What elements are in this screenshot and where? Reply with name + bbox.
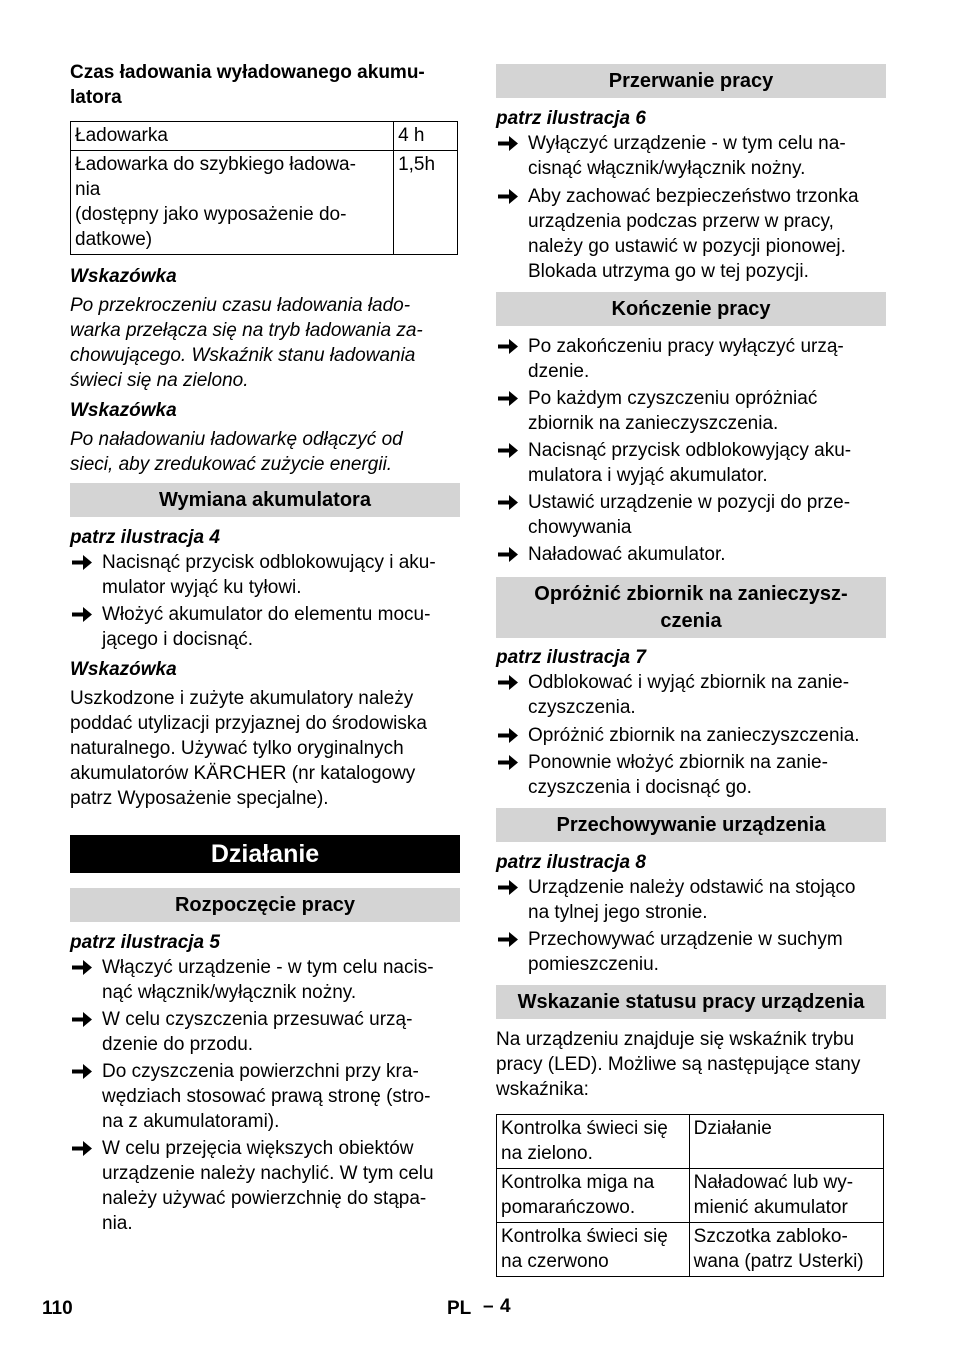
illustration-ref: patrz ilustracja 4 xyxy=(70,527,220,548)
list-item: Ponownie włożyć zbiornik na zanie- czyszczenia i docisnąć go. xyxy=(496,750,886,800)
section-heading-storage: Przechowywanie urządzenia xyxy=(496,808,886,842)
right-arrow-icon xyxy=(496,490,520,515)
illustration-ref: patrz ilustracja 5 xyxy=(70,932,220,953)
section-heading-interrupt: Przerwanie pracy xyxy=(496,64,886,98)
section-heading-battery: Wymiana akumulatora xyxy=(70,483,460,517)
section-heading-finish: Kończenie pracy xyxy=(496,292,886,326)
right-arrow-icon xyxy=(70,1136,94,1161)
illustration-ref: patrz ilustracja 6 xyxy=(496,108,646,129)
right-arrow-icon xyxy=(496,334,520,359)
list-item: Odblokować i wyjąć zbiornik na zanie- czyszczenia. xyxy=(496,670,886,720)
illustration-ref: patrz ilustracja 8 xyxy=(496,852,646,873)
section-heading-start: Rozpoczęcie pracy xyxy=(70,888,460,922)
list-item: Aby zachować bezpieczeństwo trzonka urządzenia podczas przerw w pracy, należy go ustawić w pozycji pionowej. Blokada utrzyma go w tej pozycji. xyxy=(496,184,886,284)
right-arrow-icon xyxy=(496,542,520,567)
right-arrow-icon xyxy=(496,670,520,695)
list-item: Do czyszczenia powierzchni przy kra- wędziach stosować prawą stronę (stro- na z akumulatorami). xyxy=(70,1059,460,1134)
main-heading: Działanie xyxy=(70,835,460,873)
list-item: Przechowywać urządzenie w suchym pomieszczeniu. xyxy=(496,927,886,977)
right-arrow-icon xyxy=(496,875,520,900)
list-item: Ustawić urządzenie w pozycji do prze- chowywania xyxy=(496,490,886,540)
list-item: W celu czyszczenia przesuwać urzą- dzenie do przodu. xyxy=(70,1007,460,1057)
table-cell: Szczotka zabloko- wana (patrz Usterki) xyxy=(689,1223,883,1277)
section-heading-status: Wskazanie statusu pracy urządzenia xyxy=(496,985,886,1019)
right-arrow-icon xyxy=(70,550,94,575)
right-arrow-icon xyxy=(496,184,520,209)
note-label: Wskazówka xyxy=(70,400,177,421)
charge-time-title: Czas ładowania wyładowanego akumu- latora xyxy=(70,62,425,108)
charge-time-table xyxy=(70,121,458,255)
table-row xyxy=(497,1223,884,1277)
note-text: Uszkodzone i zużyte akumulatory należy poddać utylizacji przyjaznej do środowiska naturalnego. Używać tylko oryginalnych akumulatorów KÄRCHER (nr katalogowy patrz Wyposażenie specjalne). xyxy=(70,688,427,809)
right-arrow-icon xyxy=(70,1059,94,1084)
illustration-ref: patrz ilustracja 7 xyxy=(496,647,646,668)
table-cell: Działanie xyxy=(689,1115,883,1169)
status-table xyxy=(496,1114,884,1277)
list-item: Nacisnąć przycisk odblokowujący i aku- mulator wyjąć ku tyłowi. xyxy=(70,550,460,600)
list-item: W celu przejęcia większych obiektów urządzenie należy nachylić. W tym celu należy używać powierzchnię do stąpa- nia. xyxy=(70,1136,460,1236)
table-cell: Ładowarka do szybkiego ładowa- nia (dostępny jako wyposażenie do- datkowe) xyxy=(71,151,394,255)
list-item: Po każdym czyszczeniu opróżniać zbiornik na zanieczyszczenia. xyxy=(496,386,886,436)
list-item: Naładować akumulator. xyxy=(496,542,886,567)
right-arrow-icon xyxy=(496,723,520,748)
table-row xyxy=(497,1115,884,1169)
note-text: Po naładowaniu ładowarkę odłączyć od sieci, aby zredukować zużycie energii. xyxy=(70,429,403,475)
right-arrow-icon xyxy=(496,927,520,952)
status-intro: Na urządzeniu znajduje się wskaźnik trybu pracy (LED). Możliwe są następujące stany wskaźnika: xyxy=(496,1029,861,1100)
right-arrow-icon xyxy=(496,438,520,463)
list-item: Wyłączyć urządzenie - w tym celu na- cisnąć włącznik/wyłącznik nożny. xyxy=(496,131,886,181)
table-row xyxy=(71,122,458,151)
list-item: Opróżnić zbiornik na zanieczyszczenia. xyxy=(496,723,886,748)
table-row xyxy=(71,151,458,255)
list-item: Urządzenie należy odstawić na stojąco na tylnej jego stronie. xyxy=(496,875,886,925)
section-heading-empty-container: Opróżnić zbiornik na zanieczysz- czenia xyxy=(496,577,886,638)
language-code: PL xyxy=(447,1298,472,1319)
footer-dash: – xyxy=(483,1296,494,1317)
list-item: Włączyć urządzenie - w tym celu nacis- nąć włącznik/wyłącznik nożny. xyxy=(70,955,460,1005)
list-item: Nacisnąć przycisk odblokowyjący aku- mulatora i wyjąć akumulator. xyxy=(496,438,886,488)
section-page-number: 4 xyxy=(500,1296,511,1317)
table-cell: Kontrolka miga na pomarańczowo. xyxy=(497,1169,690,1223)
table-cell: Ładowarka xyxy=(71,122,394,151)
right-arrow-icon xyxy=(70,955,94,980)
right-arrow-icon xyxy=(496,131,520,156)
list-item: Włożyć akumulator do elementu mocu- jącego i docisnąć. xyxy=(70,602,460,652)
table-cell: 4 h xyxy=(394,122,458,151)
table-row xyxy=(497,1169,884,1223)
note-label: Wskazówka xyxy=(70,659,177,680)
table-cell: Naładować lub wy- mienić akumulator xyxy=(689,1169,883,1223)
list-item: Po zakończeniu pracy wyłączyć urzą- dzenie. xyxy=(496,334,886,384)
note-text: Po przekroczeniu czasu ładowania łado- warka przełącza się na tryb ładowania za- chowującego. Wskaźnik stanu ładowania świeci się na zielono. xyxy=(70,295,423,391)
right-arrow-icon xyxy=(70,602,94,627)
note-label: Wskazówka xyxy=(70,266,177,287)
right-arrow-icon xyxy=(496,750,520,775)
page-number: 110 xyxy=(42,1298,73,1319)
right-arrow-icon xyxy=(496,386,520,411)
table-cell: Kontrolka świeci się na czerwono xyxy=(497,1223,690,1277)
table-cell: 1,5h xyxy=(394,151,458,255)
right-arrow-icon xyxy=(70,1007,94,1032)
table-cell: Kontrolka świeci się na zielono. xyxy=(497,1115,690,1169)
